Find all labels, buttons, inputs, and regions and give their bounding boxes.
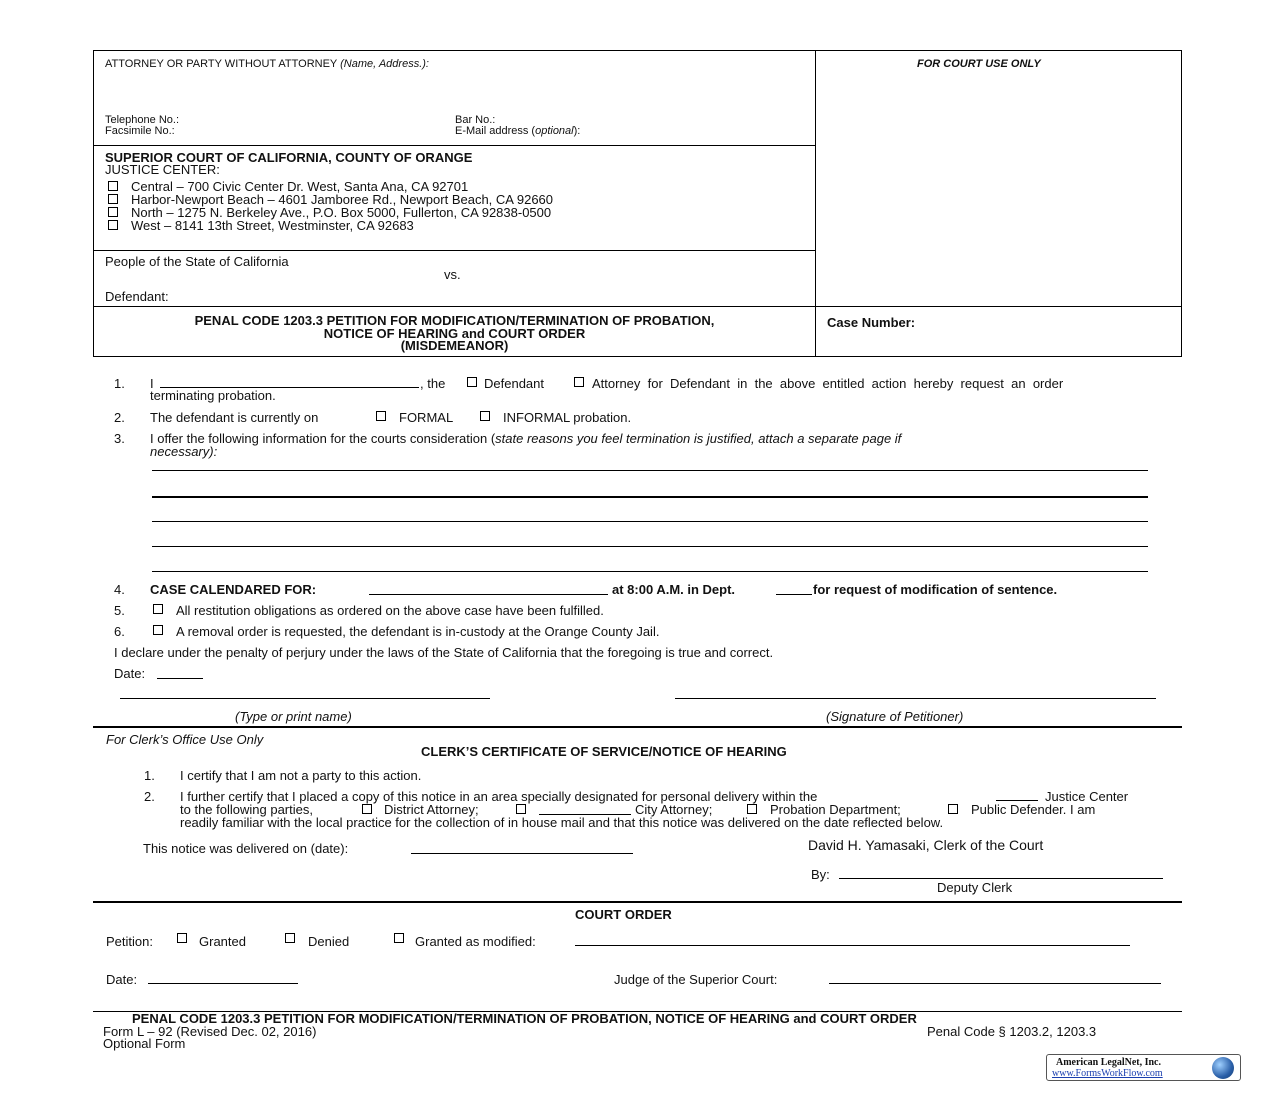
item-1-the: , the [420, 376, 446, 391]
item-1-line2: terminating probation. [150, 388, 276, 403]
court-order-divider [93, 901, 1182, 903]
probation-label: Probation Department; [770, 802, 901, 817]
by-label: By: [811, 867, 830, 882]
footer-title: PENAL CODE 1203.3 PETITION FOR MODIFICATION/TERMINATION OF PROBATION, NOTICE OF HEARING and COURT ORDER [132, 1011, 917, 1026]
telephone-label: Telephone No.: [105, 114, 179, 126]
clerk-parties-label: to the following parties, [180, 802, 313, 817]
clerk-heading: CLERK’S CERTIFICATE OF SERVICE/NOTICE OF HEARING [421, 744, 787, 759]
clerk-item-2-text: I further certify that I placed a copy of this notice in an area specially designated for personal delivery within the [180, 789, 818, 804]
north-center-option: North – 1275 N. Berkeley Ave., P.O. Box 5000, Fullerton, CA 92838-0500 [131, 205, 552, 220]
central-checkbox[interactable] [108, 181, 118, 191]
clerk-center-field[interactable] [996, 800, 1038, 801]
clerk-name: David H. Yamasaki, Clerk of the Court [808, 837, 1044, 853]
calendared-label: CASE CALENDARED FOR: [150, 582, 317, 597]
attorney-section-divider [93, 145, 816, 146]
modified-field[interactable] [575, 945, 1130, 946]
attorney-checkbox[interactable] [574, 377, 584, 387]
harbor-center-option: Harbor-Newport Beach – 4601 Jamboree Rd., Newport Beach, CA 92660 [131, 192, 554, 207]
item-1-i: I [150, 376, 154, 391]
penal-code-reference: Penal Code § 1203.2, 1203.3 [927, 1024, 1097, 1039]
calendar-time-label: at 8:00 A.M. in Dept. [612, 582, 736, 597]
west-checkbox[interactable] [108, 220, 118, 230]
item-3-text: I offer the following information for the courts consideration (state reasons you feel termination is justified, attach a separate page if [150, 431, 902, 446]
item-1-number: 1. [114, 376, 125, 391]
clerk-office-label: For Clerk’s Office Use Only [106, 732, 264, 747]
order-date-label: Date: [106, 972, 138, 987]
harbor-checkbox[interactable] [108, 194, 118, 204]
signature-label: (Signature of Petitioner) [826, 709, 964, 724]
form-title: PENAL CODE 1203.3 PETITION FOR MODIFICATION/TERMINATION OF PROBATION, NOTICE OF HEARING and COURT ORDER (MISDEMEANOR) [194, 313, 715, 353]
declaration-text: I declare under the penalty of perjury under the laws of the State of California that the foregoing is true and correct. [114, 645, 774, 660]
title-section-divider [93, 306, 1182, 307]
form-id: Form L – 92 (Revised Dec. 02, 2016) [103, 1024, 317, 1039]
item-2-number: 2. [114, 410, 125, 425]
clerk-section-divider [93, 726, 1182, 728]
reason-line-3[interactable] [152, 521, 1148, 522]
court-name: SUPERIOR COURT OF CALIFORNIA, COUNTY OF ORANGE [105, 150, 473, 165]
caption-divider [815, 50, 816, 357]
attorney-label: ATTORNEY OR PARTY WITHOUT ATTORNEY (Name, Address.): [105, 58, 429, 70]
publisher-logo[interactable] [1046, 1054, 1241, 1081]
order-date-field[interactable] [148, 983, 298, 984]
declaration-date-label: Date: [114, 666, 146, 681]
optional-form-label: Optional Form [103, 1036, 186, 1051]
petition-label: Petition: [106, 934, 153, 949]
bar-number-label: Bar No.: [455, 114, 496, 126]
denied-label: Denied [308, 934, 350, 949]
item-4-number: 4. [114, 582, 125, 597]
court-order-heading: COURT ORDER [575, 907, 672, 922]
defendant-label: Defendant: [105, 289, 169, 304]
reason-line-5[interactable] [152, 571, 1148, 572]
item-6-number: 6. [114, 624, 125, 639]
item-5-text: All restitution obligations as ordered on the above case have been fulfilled. [176, 603, 604, 618]
delivered-date-field[interactable] [411, 853, 633, 854]
signature-field[interactable] [675, 698, 1156, 699]
publisher-name: American LegalNet, Inc. [1056, 1057, 1161, 1068]
informal-checkbox[interactable] [480, 411, 490, 421]
clerk-item-2-number: 2. [144, 789, 155, 804]
declaration-date-field[interactable] [157, 678, 203, 679]
court-section-divider [93, 250, 816, 251]
clerk-item-2-center: Justice Center [1045, 789, 1129, 804]
vs-label: vs. [444, 267, 461, 282]
print-name-field[interactable] [120, 698, 490, 699]
judge-signature-field[interactable] [829, 983, 1161, 984]
central-center-option: Central – 700 Civic Center Dr. West, Santa Ana, CA 92701 [131, 179, 469, 194]
item-3-text-line2: necessary): [150, 444, 218, 459]
denied-checkbox[interactable] [285, 933, 295, 943]
deputy-clerk-label: Deputy Clerk [937, 880, 1013, 895]
reason-line-4[interactable] [152, 546, 1148, 547]
granted-checkbox[interactable] [177, 933, 187, 943]
email-label: E-Mail address (optional): [455, 125, 581, 137]
west-center-option: West – 8141 13th Street, Westminster, CA 92683 [131, 218, 414, 233]
justice-center-label: JUSTICE CENTER: [105, 162, 220, 177]
removal-checkbox[interactable] [153, 625, 163, 635]
reason-line-2[interactable] [152, 496, 1148, 498]
item-6-text: A removal order is requested, the defendant is in-custody at the Orange County Jail. [176, 624, 660, 639]
case-number-label: Case Number: [827, 315, 916, 330]
facsimile-label: Facsimile No.: [105, 125, 175, 137]
item-1-attorney: Attorney for Defendant in the above entitled action hereby request an order [592, 376, 1064, 391]
publisher-url[interactable]: www.FormsWorkFlow.com [1052, 1068, 1163, 1079]
city-attorney-checkbox[interactable] [516, 804, 526, 814]
probation-checkbox[interactable] [747, 804, 757, 814]
delivered-label: This notice was delivered on (date): [143, 841, 349, 856]
item-1-defendant: Defendant [484, 376, 544, 391]
granted-label: Granted [199, 934, 246, 949]
calendar-date-field[interactable] [369, 594, 608, 595]
calendar-tail: for request of modification of sentence. [813, 582, 1058, 597]
print-name-label: (Type or print name) [235, 709, 352, 724]
deputy-signature-field[interactable] [839, 878, 1163, 879]
informal-label: INFORMAL probation. [503, 410, 632, 425]
item-2-text: The defendant is currently on [150, 410, 319, 425]
dept-field[interactable] [776, 594, 812, 595]
court-use-label: FOR COURT USE ONLY [917, 58, 1041, 70]
city-attorney-label: City Attorney; [635, 802, 713, 817]
judge-label: Judge of the Superior Court: [614, 972, 778, 987]
district-attorney-checkbox[interactable] [362, 804, 372, 814]
reason-line-1[interactable] [152, 470, 1148, 471]
modified-checkbox[interactable] [394, 933, 404, 943]
modified-label: Granted as modified: [415, 934, 536, 949]
globe-icon [1212, 1057, 1234, 1079]
defendant-checkbox[interactable] [467, 377, 477, 387]
public-defender-label: Public Defender. I am [971, 802, 1096, 817]
district-attorney-label: District Attorney; [384, 802, 479, 817]
item-5-number: 5. [114, 603, 125, 618]
formal-label: FORMAL [399, 410, 454, 425]
people-label: People of the State of California [105, 254, 289, 269]
formal-checkbox[interactable] [376, 411, 386, 421]
item-3-number: 3. [114, 431, 125, 446]
clerk-item-1-text: I certify that I am not a party to this action. [180, 768, 422, 783]
clerk-item-2-line3: readily familiar with the local practice for the collection of in house mail and that this notice was delivered on the date reflected below. [180, 815, 944, 830]
public-defender-checkbox[interactable] [948, 804, 958, 814]
clerk-item-1-number: 1. [144, 768, 155, 783]
north-checkbox[interactable] [108, 207, 118, 217]
restitution-checkbox[interactable] [153, 604, 163, 614]
